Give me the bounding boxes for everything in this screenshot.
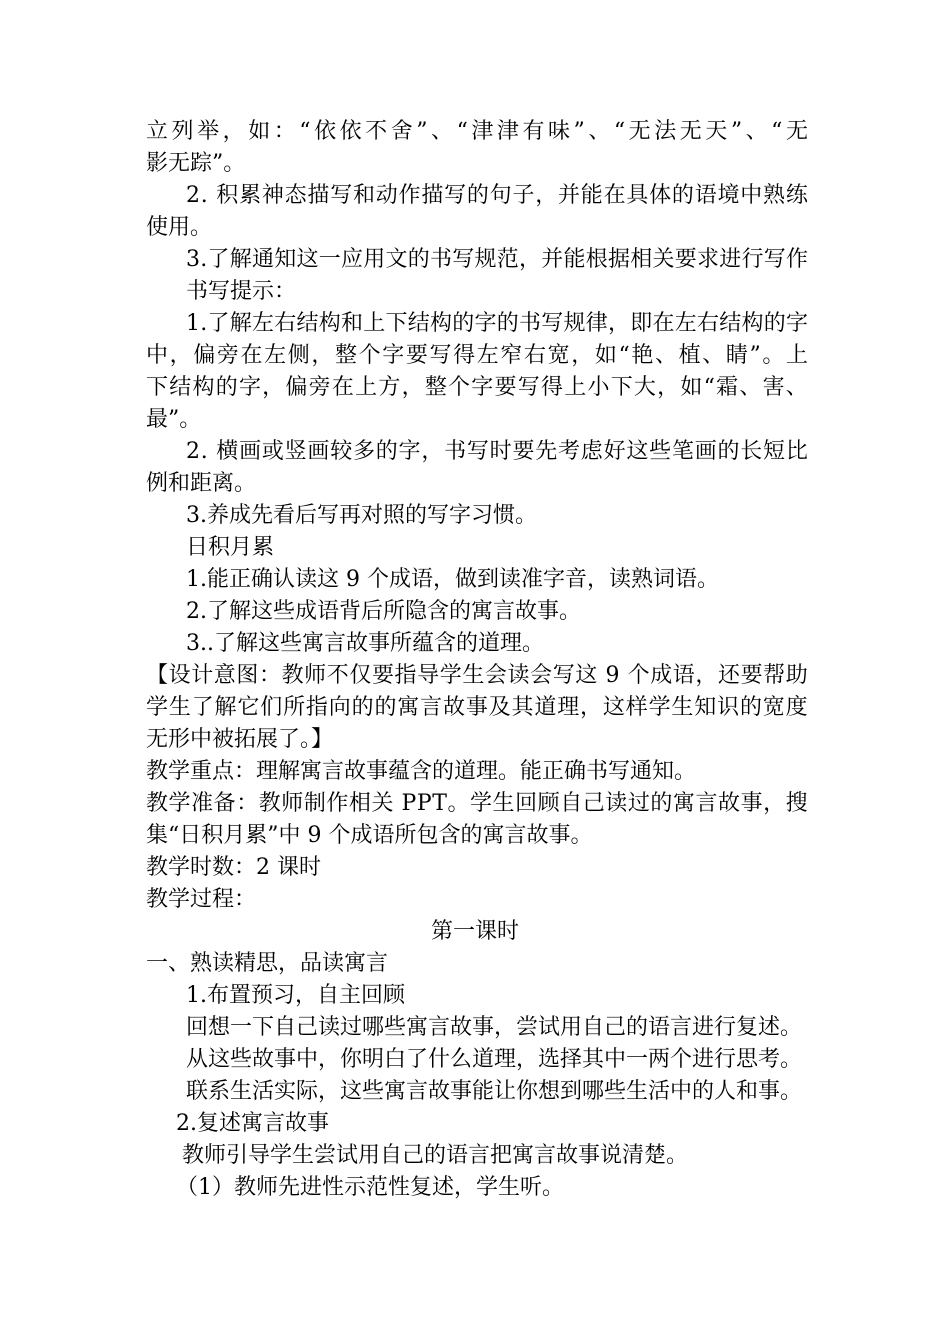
text-line-6: 书写提示：: [186, 279, 297, 304]
text-line-25: 教学过程：: [146, 887, 257, 912]
section-heading: 第一课时: [430, 919, 519, 944]
text-line-15: 1.能正确认读这 9 个成语，做到读准字音，读熟词语。: [186, 567, 719, 592]
text-line-16: 2.了解这些成语背后所隐含的寓言故事。: [186, 599, 581, 624]
text-line-13: 3.养成先看后写再对照的写字习惯。: [186, 503, 537, 528]
text-line-18: 【 设 计 意 图 ： 教 师 不 仅 要 指 导 学 生 会 读 会 写 这 9 个 成 语 ， 还 要 帮 助: [146, 663, 808, 688]
text-line-10: 最”。: [146, 407, 202, 432]
text-line-21: 教学重点：理解寓言故事蕴含的道理。能正确书写通知。: [146, 759, 697, 784]
text-line-1: 立 列 举 ， 如 ： “ 依 依 不 舍 ” 、 “ 津 津 有 味 ” 、 “ 无 法 无 天 ” 、 “ 无: [146, 119, 808, 144]
text-line-34: （1）教师先进性示范性复述，学生听。: [176, 1175, 564, 1200]
text-line-5: 3 . 了 解 通 知 这 一 应 用 文 的 书 写 规 范 ， 并 能 根 据 相 关 要 求 进 行 写 作: [186, 247, 808, 272]
text-line-31: 联系生活实际，这些寓言故事能让你想到哪些生活中的人和事。: [186, 1079, 803, 1104]
text-line-23: 集“日积月累”中 9 个成语所包含的寓言故事。: [146, 823, 593, 848]
text-line-3: 2 . 积 累 神 态 描 写 和 动 作 描 写 的 句 子 ， 并 能 在 具 体 的 语 境 中 熟 练: [186, 183, 808, 208]
text-line-27: 一、熟读精思，品读寓言: [146, 951, 389, 976]
text-line-11: 2 . 横 画 或 竖 画 较 多 的 字 ， 书 写 时 要 先 考 虑 好 这 些 笔 画 的 长 短 比: [186, 439, 808, 464]
text-line-7: 1 . 了 解 左 右 结 构 和 上 下 结 构 的 字 的 书 写 规 律 ， 即 在 左 右 结 构 的 字: [186, 311, 808, 336]
text-line-24: 教学时数：2 课时: [146, 855, 321, 880]
text-line-32: 2.复述寓言故事: [176, 1111, 329, 1136]
text-line-22: 教 学 准 备 ： 教 师 制 作 相 关 P P T 。 学 生 回 顾 自 己 读 过 的 寓 言 故 事 ， 搜: [146, 791, 808, 816]
text-line-9: 下 结 构 的 字 ， 偏 旁 在 上 方 ， 整 个 字 要 写 得 上 小 下 大 ， 如 “ 霜 、 害 、: [146, 375, 808, 400]
text-line-12: 例和距离。: [146, 471, 257, 496]
text-line-20: 无形中被拓展了。】: [146, 727, 334, 752]
text-line-19: 学 生 了 解 它 们 所 指 向 的 的 寓 言 故 事 及 其 道 理 ， 这 样 学 生 知 识 的 宽 度: [146, 695, 808, 720]
text-line-28: 1.布置预习，自主回顾: [186, 983, 405, 1008]
text-line-29: 回想一下自己读过哪些寓言故事，尝试用自己的语言进行复述。: [186, 1015, 803, 1040]
text-line-14: 日积月累: [186, 535, 275, 560]
text-line-2: 影无踪”。: [146, 151, 246, 176]
text-line-8: 中 ， 偏 旁 在 左 侧 ， 整 个 字 要 写 得 左 窄 右 宽 ， 如 “ 艳 、 植 、 睛 ” 。 上: [146, 343, 808, 368]
text-line-4: 使用。: [146, 215, 213, 240]
text-line-17: 3..了解这些寓言故事所蕴含的道理。: [186, 631, 544, 656]
text-line-33: 教师引导学生尝试用自己的语言把寓言故事说清楚。: [182, 1143, 689, 1168]
text-line-30: 从这些故事中，你明白了什么道理，选择其中一两个进行思考。: [186, 1047, 803, 1072]
